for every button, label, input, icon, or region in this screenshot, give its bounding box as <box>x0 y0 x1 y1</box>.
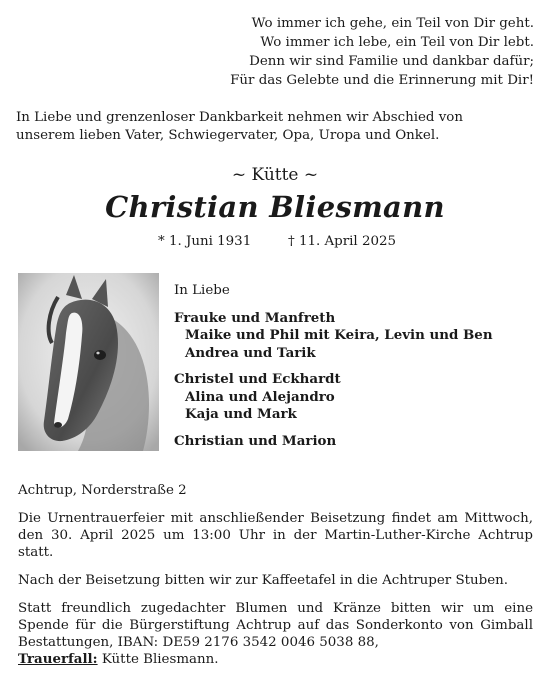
family-member: Andrea und Tarik <box>185 344 316 361</box>
poem-line: Für das Gelebte und die Erinnerung mit Dir! <box>230 73 534 88</box>
coffee-text: Nach der Beisetzung bitten wir zur Kaffeetafel in die Achtruper Stuben. <box>18 573 508 588</box>
mourners-list <box>174 282 493 459</box>
intro-text <box>16 109 536 145</box>
intro-line: unserem lieben Vater, Schwiegervater, Opa, Uropa und Onkel. <box>16 128 440 143</box>
address: Achtrup, Norderstraße 2 <box>18 483 187 498</box>
family-head: Christel und Eckhardt <box>174 371 341 387</box>
family-group <box>174 371 493 424</box>
family-group <box>174 433 493 451</box>
family-member: Alina und Alejandro <box>185 388 335 405</box>
family-head: Christian und Marion <box>174 432 337 449</box>
family-member: Kaja und Mark <box>185 406 297 422</box>
ceremony-text: Die Urnentrauerfeier mit anschließender Beisetzung findet am Mittwoch, den 30. April 2025 um 13:00 Uhr in der Martin-Luther-Kirche Achtrup statt. <box>18 511 533 560</box>
poem-line: Wo immer ich gehe, ein Teil von Dir geht. <box>251 16 534 31</box>
death-date: † 11. April 2025 <box>288 234 397 249</box>
poem <box>230 14 534 90</box>
poem-line: Denn wir sind Familie und dankbar dafür; <box>249 54 534 69</box>
birth-date: * 1. Juni 1931 <box>158 234 252 249</box>
poem-line: Wo immer ich lebe, ein Teil von Dir lebt. <box>260 35 534 50</box>
family-group <box>174 310 493 363</box>
donation-text <box>18 600 533 668</box>
family-lead: In Liebe <box>174 283 230 298</box>
intro-line: In Liebe und grenzenloser Dankbarkeit nehmen wir Abschied von <box>16 110 463 125</box>
mourning-label: Trauerfall: <box>18 651 98 667</box>
horse-portrait-image <box>18 273 159 451</box>
ceremony-details <box>18 482 533 679</box>
family-head: Frauke und Manfreth <box>174 309 336 326</box>
nickname: ~ Kütte ~ <box>231 165 319 185</box>
mourning-value: Kütte Bliesmann. <box>97 652 219 667</box>
family-member: Maike und Phil mit Keira, Levin und Ben <box>185 327 493 343</box>
donation-body: Statt freundlich zugedachter Blumen und Kränze bitten wir um eine Spende für die Bürgerstiftung Achtrup auf das Sonderkonto von Gimball Bestattungen, IBAN: DE59 2176 3542 0046 5038 88, <box>18 601 533 650</box>
deceased-name: Christian Bliesmann <box>105 190 445 224</box>
